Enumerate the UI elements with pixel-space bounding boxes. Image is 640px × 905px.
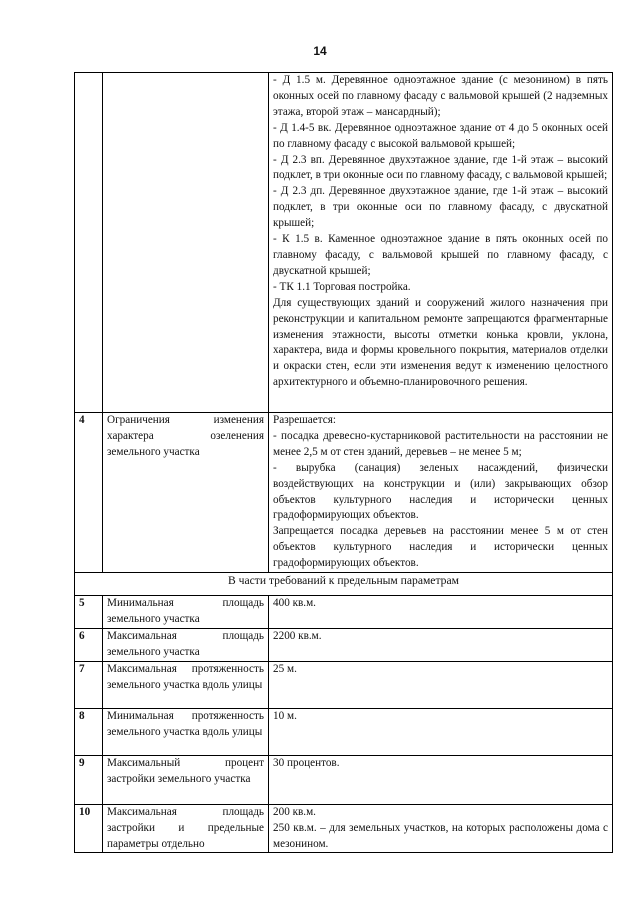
parameter-name-cell: Ограничения изменения характера озеленения земельного участка: [103, 413, 269, 573]
value-paragraph: - К 1.5 в. Каменное одноэтажное здание в пять оконных осей по главному фасаду, с вальмовой крышей по главному фасаду, с двускатной крышей;: [273, 233, 608, 277]
section-header-row: [75, 573, 613, 596]
value-paragraph: - Д 2.3 дп. Деревянное двухэтажное здание, где 1-й этаж – высокий подклет, в три оконные оси по главному фасаду, с двускатной крышей;: [273, 185, 608, 230]
row-number-cell: 4: [75, 413, 103, 573]
parameter-name-cell: [103, 73, 269, 413]
parameter-name-cell: Максимальная площадь застройки и предельные параметры отдельно: [103, 804, 269, 853]
parameter-name-cell: Максимальный процент застройки земельного участка: [103, 755, 269, 804]
row-number-cell: [75, 73, 103, 413]
value-paragraph: Для существующих зданий и сооружений жилого назначения при реконструкции и капитальном ремонте запрещаются фрагментарные изменения этажности, высоты отметки конька кровли, уклона, характера, вида и формы кровельного покрытия, материалов отделки и окраски стен, если эти изменения ведут к изменению целостного архитектурного и объемно-планировочного решения.: [273, 296, 608, 389]
parameter-value-cell: [269, 804, 613, 853]
row-number-cell: 10: [75, 804, 103, 853]
page-number: 14: [313, 44, 327, 58]
value-paragraph: - Д 1.5 м. Деревянное одноэтажное здание (с мезонином) в пять оконных осей по главному фасаду с вальмовой крышей (2 надземных этажа, второй этаж – мансардный);: [273, 74, 608, 118]
parameter-value-cell: 25 м.: [269, 661, 613, 708]
table-row: [75, 661, 613, 708]
table-row: [75, 755, 613, 804]
value-paragraph: Разрешается:: [273, 414, 336, 426]
table-row-continuation: [75, 73, 613, 413]
value-paragraph: 200 кв.м.: [273, 805, 316, 818]
table-row: [75, 596, 613, 629]
table-row: [75, 628, 613, 661]
value-paragraph: - Д 1.4-5 вк. Деревянное одноэтажное здание от 4 до 5 оконных осей по главному фасаду с высокой вальмовой крышей;: [273, 121, 608, 150]
value-paragraph: - посадка древесно-кустарниковой растительности на расстоянии не менее 2,5 м от стен зданий, деревьев – не менее 5 м;: [273, 429, 608, 458]
table-row: [75, 708, 613, 755]
parameter-value-cell: 10 м.: [269, 708, 613, 755]
parameter-value-cell: [269, 73, 613, 413]
parameter-name-cell: Максимальная протяженность земельного участка вдоль улицы: [103, 661, 269, 708]
row-number-cell: 5: [75, 596, 103, 629]
value-paragraph: Запрещается посадка деревьев на расстоянии менее 5 м от стен объектов культурного наследия и исторически ценных градоформирующих объектов.: [273, 525, 608, 570]
value-paragraph: - ТК 1.1 Торговая постройка.: [273, 280, 411, 293]
parameter-value-cell: 30 процентов.: [269, 755, 613, 804]
parameter-name-cell: Минимальная площадь земельного участка: [103, 596, 269, 629]
value-paragraph: 250 кв.м. – для земельных участков, на которых расположены дома с мезонином.: [273, 821, 608, 850]
table-row: [75, 804, 613, 853]
parameter-name-cell: Максимальная площадь земельного участка: [103, 628, 269, 661]
row-number-cell: 8: [75, 708, 103, 755]
row-number-cell: 6: [75, 628, 103, 661]
parameter-name-cell: Минимальная протяженность земельного участка вдоль улицы: [103, 708, 269, 755]
row-number-cell: 9: [75, 755, 103, 804]
row-number-cell: 7: [75, 661, 103, 708]
parameter-value-cell: [269, 413, 613, 573]
section-header: В части требований к предельным параметрам: [75, 573, 613, 596]
parameter-value-cell: 2200 кв.м.: [269, 628, 613, 661]
value-paragraph: - вырубка (санация) зеленых насаждений, физически воздействующих на конструкции и (или) закрывающих обзор объектов культурного наследия и исторически ценных градоформирующих объектов.: [273, 461, 608, 522]
value-paragraph: - Д 2.3 вп. Деревянное двухэтажное здание, где 1-й этаж – высокий подклет, в три оконные оси по главному фасаду, с вальмовой крышей;: [273, 153, 608, 182]
regulations-table: [74, 72, 613, 853]
parameter-value-cell: 400 кв.м.: [269, 596, 613, 629]
table-row: [75, 413, 613, 573]
